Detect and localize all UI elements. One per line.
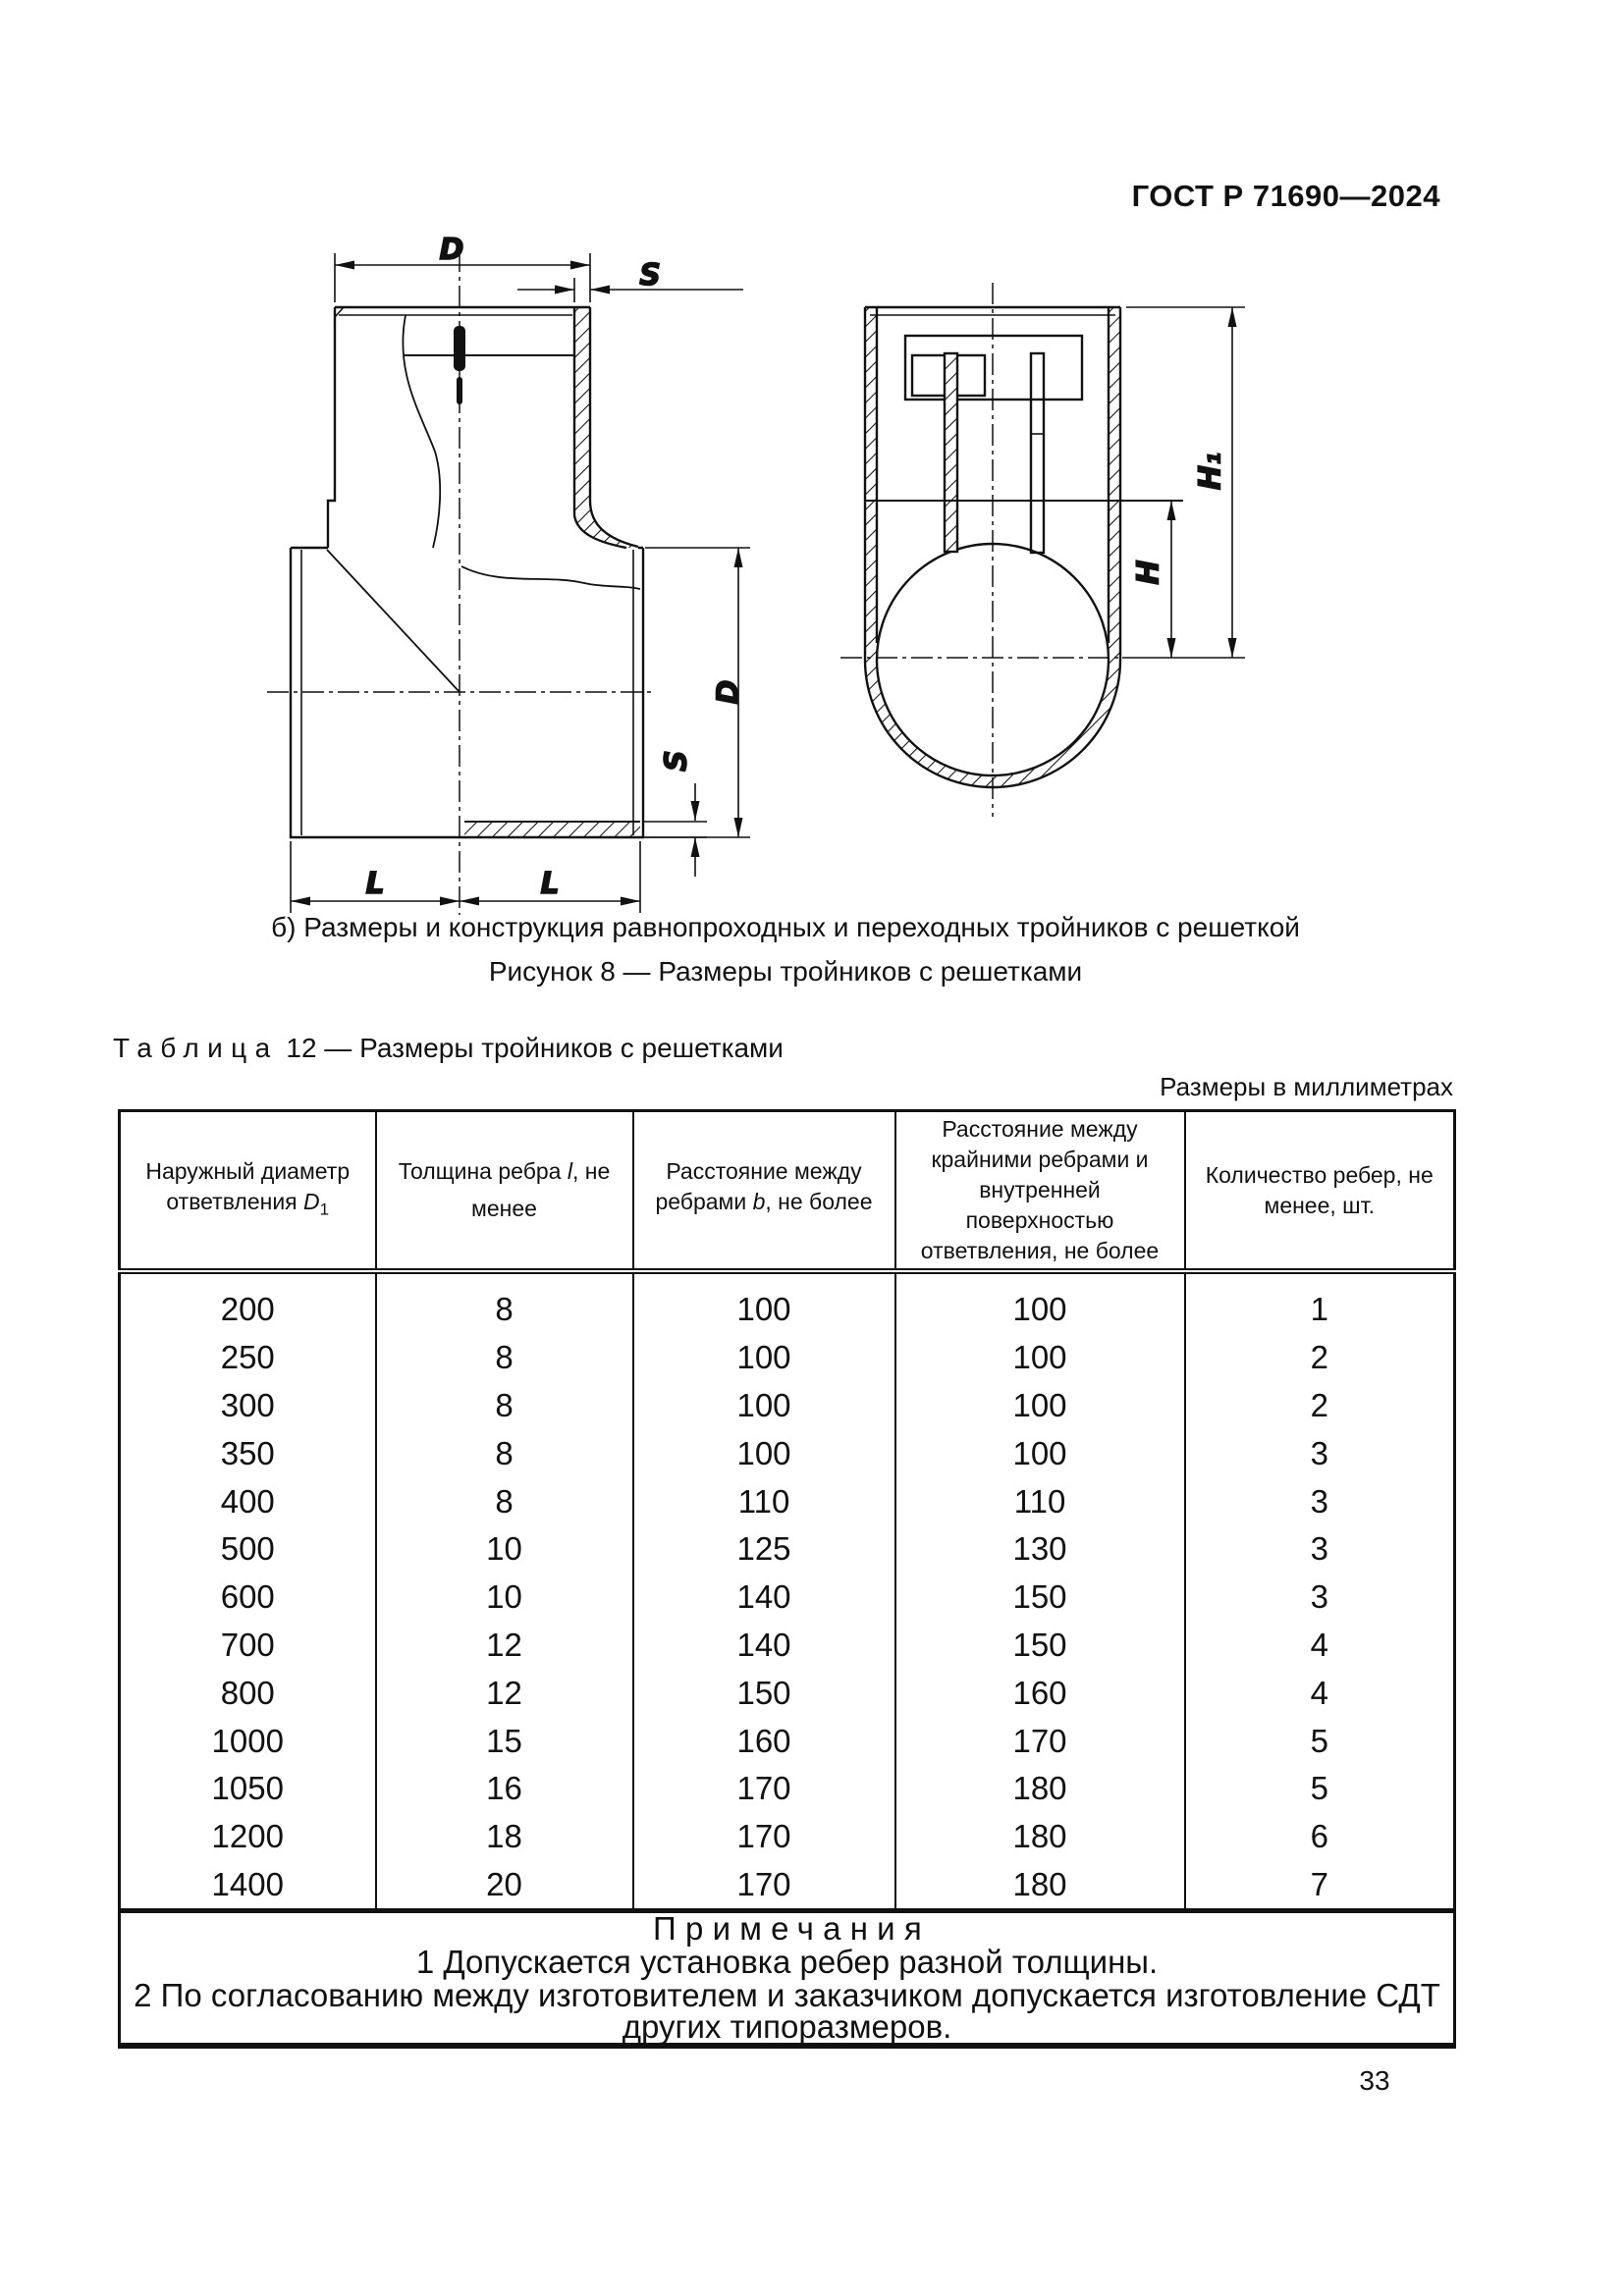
table-cell: 1000 (120, 1717, 376, 1765)
table-cell: 3 (1185, 1477, 1455, 1525)
figure-8-drawing (0, 0, 1624, 982)
table-cell: 100 (895, 1382, 1185, 1430)
table-cell: 100 (633, 1382, 895, 1430)
table-cell: 100 (633, 1429, 895, 1477)
table-cell: 8 (376, 1477, 633, 1525)
table-cell: 10 (376, 1574, 633, 1622)
table-cell: 5 (1185, 1765, 1455, 1813)
table-cell: 180 (895, 1813, 1185, 1861)
table-cell: 140 (633, 1622, 895, 1670)
table-cell: 100 (633, 1334, 895, 1382)
table-cell: 700 (120, 1622, 376, 1670)
page-number: 33 (1359, 2065, 1390, 2096)
table-cell: 8 (376, 1429, 633, 1477)
table-cell: 8 (376, 1271, 633, 1334)
table-cell: 1200 (120, 1813, 376, 1861)
table-cell: 3 (1185, 1574, 1455, 1622)
dim-label-l-right: L (540, 867, 560, 901)
table-row (120, 1765, 1455, 1813)
table-cell: 170 (633, 1765, 895, 1813)
table-cell: 800 (120, 1669, 376, 1717)
table-cell: 160 (895, 1669, 1185, 1717)
table-cell: 350 (120, 1429, 376, 1477)
table-row (120, 1429, 1455, 1477)
table-cell: 3 (1185, 1525, 1455, 1574)
column-header: Расстояние между ребрами b, не более (633, 1111, 895, 1272)
table-cell: 100 (895, 1429, 1185, 1477)
table-cell: 170 (633, 1813, 895, 1861)
column-header: Количество ребер, не менее, шт. (1185, 1111, 1455, 1272)
column-header: Расстояние между крайними ребрами и внутренней поверхностью ответвления, не более (895, 1111, 1185, 1272)
dim-label-s-right: S (659, 750, 694, 772)
table-title-word: Таблица (113, 1033, 279, 1063)
table-notes-row (120, 1911, 1455, 2047)
table-cell: 8 (376, 1334, 633, 1382)
table-cell: 3 (1185, 1429, 1455, 1477)
table-title-rest: 12 — Размеры тройников с решетками (286, 1033, 784, 1063)
table-cell: 2 (1185, 1382, 1455, 1430)
tee-side-dimensions (291, 233, 750, 913)
table-cell: 100 (895, 1334, 1185, 1382)
table-cell: 300 (120, 1382, 376, 1430)
table-row (120, 1525, 1455, 1574)
table-cell: 18 (376, 1813, 633, 1861)
table-row (120, 1813, 1455, 1861)
table-cell: 4 (1185, 1622, 1455, 1670)
table-cell: 250 (120, 1334, 376, 1382)
table-cell: 5 (1185, 1717, 1455, 1765)
table-cell: 100 (633, 1271, 895, 1334)
table-cell: 1400 (120, 1861, 376, 1911)
notes-title: Примечания (653, 1910, 931, 1948)
table-cell: 600 (120, 1574, 376, 1622)
tee-end-dimensions (1122, 307, 1245, 658)
table-cell: 500 (120, 1525, 376, 1574)
table-row (120, 1861, 1455, 1911)
note-item: 1 Допускается установка ребер разной толщины. (415, 1944, 1159, 1981)
dim-label-h: H (1131, 560, 1166, 585)
table-12 (118, 1109, 1453, 2049)
table-cell: 170 (633, 1861, 895, 1911)
figure-caption: Рисунок 8 — Размеры тройников с решетками (488, 956, 1083, 987)
table-cell: 160 (633, 1717, 895, 1765)
table-cell: 4 (1185, 1669, 1455, 1717)
table-row (120, 1477, 1455, 1525)
table-cell: 400 (120, 1477, 376, 1525)
table-cell: 150 (895, 1574, 1185, 1622)
table-cell: 180 (895, 1765, 1185, 1813)
table-cell: 12 (376, 1622, 633, 1670)
table-cell: 8 (376, 1382, 633, 1430)
table-notes-cell (120, 1911, 1455, 2047)
table-row (120, 1622, 1455, 1670)
dim-label-s-top: S (639, 258, 661, 293)
table-title (113, 1033, 1453, 1064)
table-cell: 7 (1185, 1861, 1455, 1911)
table-row (120, 1669, 1455, 1717)
table-cell: 140 (633, 1574, 895, 1622)
table-cell: 110 (895, 1477, 1185, 1525)
standard-code-header: ГОСТ Р 71690—2024 (1131, 179, 1440, 213)
table-cell: 130 (895, 1525, 1185, 1574)
figure-item-caption: б) Размеры и конструкция равнопроходных и переходных тройников с решеткой (271, 912, 1300, 942)
table-row (120, 1271, 1455, 1334)
note-item: 2 По согласованию между изготовителем и заказчиком допускается изготовление СДТ других типоразмеров. (134, 1977, 1440, 2046)
column-header: Наружный диаметр ответвления $D_1$ (120, 1111, 376, 1272)
table-cell: 20 (376, 1861, 633, 1911)
table-row (120, 1382, 1455, 1430)
table-cell: 180 (895, 1861, 1185, 1911)
table-cell: 16 (376, 1765, 633, 1813)
table-cell: 200 (120, 1271, 376, 1334)
table-cell: 1 (1185, 1271, 1455, 1334)
table-cell: 6 (1185, 1813, 1455, 1861)
tee-end-view (840, 283, 1183, 817)
table-row (120, 1334, 1455, 1382)
table-cell: 170 (895, 1717, 1185, 1765)
table-cell: 15 (376, 1717, 633, 1765)
table-cell: 150 (633, 1669, 895, 1717)
table-cell: 150 (895, 1622, 1185, 1670)
dim-label-h1: H₁ (1193, 452, 1228, 491)
table-row (120, 1717, 1455, 1765)
table-cell: 100 (895, 1271, 1185, 1334)
table-header-row (120, 1111, 1455, 1272)
table-cell: 10 (376, 1525, 633, 1574)
table-cell: 2 (1185, 1334, 1455, 1382)
dim-label-d-right: D (711, 679, 746, 705)
dim-label-d-top: D (439, 233, 464, 267)
column-header: Толщина ребра l, не менее (376, 1111, 633, 1272)
table-cell: 110 (633, 1477, 895, 1525)
table-cell: 125 (633, 1525, 895, 1574)
tee-side-view (267, 250, 656, 915)
table-row (120, 1574, 1455, 1622)
table-cell: 12 (376, 1669, 633, 1717)
table-cell: 1050 (120, 1765, 376, 1813)
dim-label-l-left: L (365, 867, 385, 901)
table-units-note: Размеры в миллиметрах (1160, 1072, 1453, 1101)
